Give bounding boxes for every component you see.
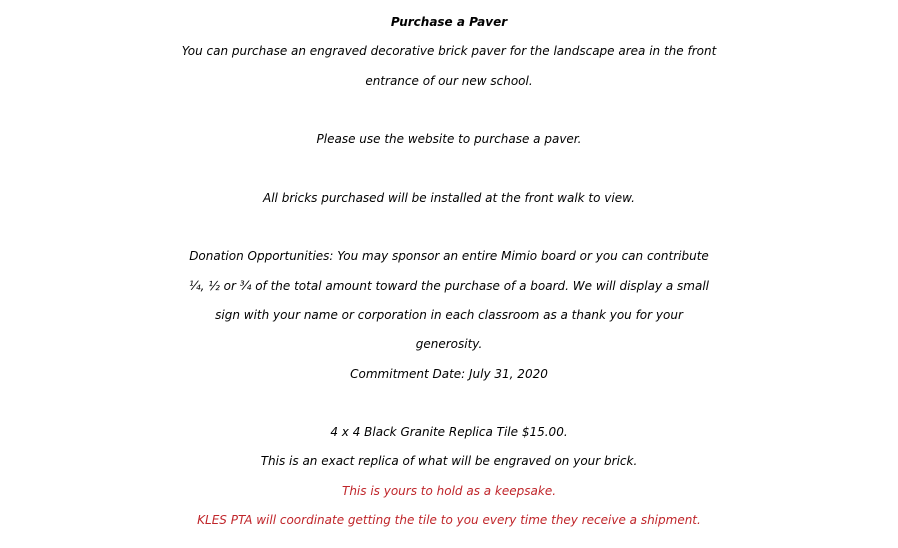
tile-offer: 4 x 4 Black Granite Replica Tile $15.00. xyxy=(330,425,568,440)
spacer xyxy=(0,213,898,242)
website-note: Please use the website to purchase a paver. xyxy=(316,132,582,147)
spacer xyxy=(0,389,898,418)
donation-line-2: ¼, ½ or ¾ of the total amount toward the purchase of a board. We will display a small xyxy=(188,278,710,293)
shipment-note: KLES PTA will coordinate getting the tile to you every time they receive a shipment. xyxy=(197,513,701,528)
intro-line-1: You can purchase an engraved decorative brick paver for the landscape area in the front xyxy=(181,44,717,59)
spacer xyxy=(0,154,898,183)
spacer xyxy=(0,96,898,125)
tile-description: This is an exact replica of what will be engraved on your brick. xyxy=(260,454,638,469)
commitment-date: Commitment Date: July 31, 2020 xyxy=(350,366,548,381)
install-note: All bricks purchased will be installed at the front walk to view. xyxy=(263,190,635,205)
keepsake-note: This is yours to hold as a keepsake. xyxy=(341,483,557,498)
donation-line-1: Donation Opportunities: You may sponsor an entire Mimio board or you can contribute xyxy=(189,249,709,264)
flyer-title: Purchase a Paver xyxy=(390,15,508,29)
donation-line-4: generosity. xyxy=(415,337,483,352)
donation-line-3: sign with your name or corporation in each classroom as a thank you for your xyxy=(215,307,683,322)
intro-line-2: entrance of our new school. xyxy=(365,73,533,88)
